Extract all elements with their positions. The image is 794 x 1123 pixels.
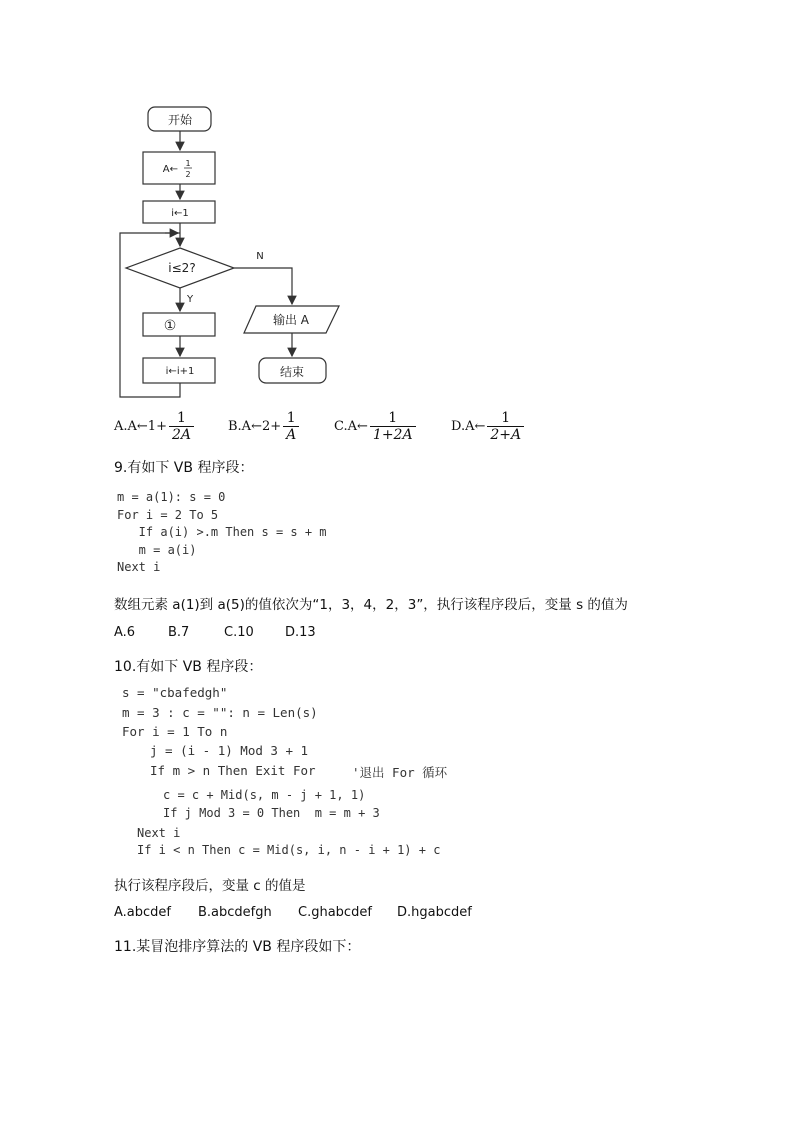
q9-title: 9.有如下 VB 程序段：	[114, 460, 254, 476]
condition-label: i≤2?	[168, 261, 196, 275]
option-prefix: C.A←	[334, 419, 368, 434]
q9-option-d: D.13	[285, 625, 316, 640]
yes-label: Y	[186, 294, 194, 305]
q11-title: 11.某冒泡排序算法的 VB 程序段如下：	[114, 939, 361, 955]
q10-code-line: s = "cbafedgh"	[122, 685, 228, 700]
q9-option-c: C.10	[224, 625, 254, 640]
fraction: $\frac{1}{2+A}$	[487, 410, 524, 443]
increment-label: i←i+1	[165, 366, 195, 377]
fraction: $\frac{1}{2A}$	[169, 410, 194, 443]
q10-code-comment: '退出 For 循环	[352, 765, 448, 780]
q10-code-line: If i < n Then c = Mid(s, i, n - i + 1) + c	[137, 843, 441, 857]
blank-step-box	[143, 313, 215, 336]
q9-code-line: m = a(1): s = 0	[117, 490, 226, 504]
init-i-label: i←1	[171, 208, 189, 219]
q9-code-line: m = a(i)	[117, 543, 197, 557]
q8-option-b	[228, 410, 299, 443]
option-prefix: D.A←	[451, 419, 486, 434]
q10-option-d: D.hgabcdef	[397, 905, 472, 920]
output-label: 输出 A	[272, 313, 310, 327]
q10-code-line: For i = 1 To n	[122, 724, 228, 739]
q10-code-line: Next i	[137, 826, 181, 840]
q10-code-line: j = (i - 1) Mod 3 + 1	[150, 743, 309, 758]
q9-option-a: A.6	[114, 625, 136, 640]
q8-option-d	[451, 410, 524, 443]
fraction: $\frac{1}{1+2A}$	[370, 410, 416, 443]
q8-option-a	[114, 410, 194, 443]
q10-option-b: B.abcdefgh	[198, 905, 272, 920]
option-prefix: A.A←1+	[114, 419, 167, 434]
q10-code-line: If j Mod 3 = 0 Then m = m + 3	[163, 806, 380, 820]
q9-code-line: If a(i) >.m Then s = s + m	[117, 525, 327, 539]
q9-question: 数组元素 a(1)到 a(5)的值依次为“1，3，4，2，3”，执行该程序段后，变量 s 的值为	[114, 597, 628, 613]
option-prefix: B.A←2+	[228, 419, 282, 434]
fraction: $\frac{1}{A}$	[283, 410, 299, 443]
q10-code-line: If m > n Then Exit For	[150, 763, 316, 778]
blank-step-label: ①	[163, 318, 177, 334]
q10-option-a: A.abcdef	[114, 905, 171, 920]
end-label: 结束	[279, 365, 305, 379]
q8-option-c	[334, 410, 416, 443]
assign-a-box	[143, 152, 215, 184]
q10-question: 执行该程序段后，变量 c 的值是	[114, 878, 306, 894]
assign-a-numerator: 1	[185, 159, 191, 168]
assign-a-label: A←	[162, 164, 178, 175]
q10-code-line: m = 3 : c = "": n = Len(s)	[122, 705, 318, 720]
start-label: 开始	[167, 113, 193, 127]
flowchart	[0, 0, 400, 410]
no-label: N	[256, 251, 264, 262]
q9-code-line: For i = 2 To 5	[117, 508, 219, 522]
q9-code-line: Next i	[117, 560, 161, 574]
q9-option-b: B.7	[168, 625, 190, 640]
assign-a-denominator: 2	[185, 170, 191, 179]
q10-title: 10.有如下 VB 程序段：	[114, 659, 263, 675]
q10-option-c: C.ghabcdef	[298, 905, 372, 920]
q10-code-line: c = c + Mid(s, m - j + 1, 1)	[163, 788, 366, 802]
